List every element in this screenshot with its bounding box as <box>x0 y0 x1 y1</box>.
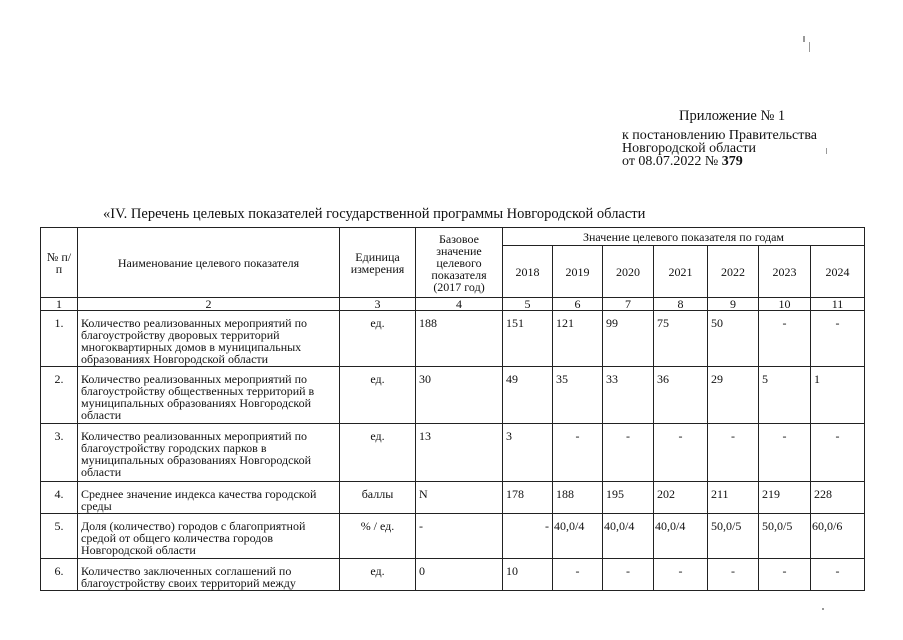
appendix-line-date <box>622 155 817 168</box>
scan-speck <box>809 42 810 52</box>
row-value: 202 <box>654 482 708 514</box>
row-value: 178 <box>503 482 553 514</box>
table-row <box>41 311 865 367</box>
table-row <box>41 514 865 559</box>
column-number: 4 <box>416 298 503 311</box>
row-num: 1. <box>41 311 78 367</box>
header-base: Базовое значение целевого показателя (2017 год) <box>416 228 503 298</box>
row-base: N <box>416 482 503 514</box>
row-value: - <box>759 559 811 591</box>
row-value: 121 <box>553 311 603 367</box>
row-value: 219 <box>759 482 811 514</box>
row-value: 40,0/4 <box>553 514 603 559</box>
table-row <box>41 424 865 482</box>
column-number: 8 <box>654 298 708 311</box>
column-number: 11 <box>811 298 865 311</box>
row-value: 35 <box>553 367 603 424</box>
row-value: - <box>654 424 708 482</box>
appendix-decree-number: 379 <box>721 154 743 169</box>
row-value: 40,0/4 <box>603 514 654 559</box>
header-year: 2023 <box>759 246 811 298</box>
header-year: 2018 <box>503 246 553 298</box>
row-value: 50 <box>708 311 759 367</box>
header-name: Наименование целевого показателя <box>78 228 340 298</box>
header-year: 2019 <box>553 246 603 298</box>
column-number: 5 <box>503 298 553 311</box>
header-num: № п/п <box>41 228 78 298</box>
row-base: 0 <box>416 559 503 591</box>
row-value: 49 <box>503 367 553 424</box>
header-year: 2024 <box>811 246 865 298</box>
row-value: 151 <box>503 311 553 367</box>
table-row <box>41 559 865 591</box>
row-value: 33 <box>603 367 654 424</box>
row-value: - <box>553 559 603 591</box>
row-name: Среднее значение индекса качества городской среды <box>78 482 340 514</box>
row-value: - <box>759 311 811 367</box>
row-value: 60,0/6 <box>811 514 865 559</box>
row-value: 228 <box>811 482 865 514</box>
header-years-group: Значение целевого показателя по годам <box>503 228 865 246</box>
column-number: 3 <box>340 298 416 311</box>
row-name: Количество реализованных мероприятий по благоустройству дворовых территорий многоквартирных домов в муниципальных образованиях Новгородской области <box>78 311 340 367</box>
header-year: 2022 <box>708 246 759 298</box>
row-unit: баллы <box>340 482 416 514</box>
column-number: 1 <box>41 298 78 311</box>
row-value: 75 <box>654 311 708 367</box>
row-value: - <box>654 559 708 591</box>
row-value: 1 <box>811 367 865 424</box>
row-value: - <box>708 424 759 482</box>
row-unit: % / ед. <box>340 514 416 559</box>
table-row <box>41 367 865 424</box>
row-name: Количество реализованных мероприятий по благоустройству общественных территорий в муниципальных образованиях Новгородской области <box>78 367 340 424</box>
row-value: 195 <box>603 482 654 514</box>
row-value: 99 <box>603 311 654 367</box>
row-unit: ед. <box>340 559 416 591</box>
row-num: 5. <box>41 514 78 559</box>
row-value: 40,0/4 <box>654 514 708 559</box>
indicators-table <box>40 227 865 591</box>
header-unit: Единица измерения <box>340 228 416 298</box>
row-value: 36 <box>654 367 708 424</box>
scan-speck <box>826 148 827 154</box>
row-value: 188 <box>553 482 603 514</box>
row-num: 4. <box>41 482 78 514</box>
appendix-block <box>622 110 817 168</box>
row-base: 30 <box>416 367 503 424</box>
appendix-title: Приложение № 1 <box>679 108 786 124</box>
column-number: 6 <box>553 298 603 311</box>
row-value: 50,0/5 <box>759 514 811 559</box>
scan-speck <box>822 608 824 610</box>
row-value: - <box>708 559 759 591</box>
row-unit: ед. <box>340 367 416 424</box>
row-value: 10 <box>503 559 553 591</box>
row-base: 188 <box>416 311 503 367</box>
row-value: - <box>603 424 654 482</box>
row-unit: ед. <box>340 311 416 367</box>
row-value: 50,0/5 <box>708 514 759 559</box>
header-year: 2020 <box>603 246 654 298</box>
column-number: 9 <box>708 298 759 311</box>
row-value: - <box>759 424 811 482</box>
appendix-date: от 08.07.2022 № <box>622 154 722 169</box>
document-title: «IV. Перечень целевых показателей государственной программы Новгородской области <box>103 206 646 222</box>
row-value: - <box>811 311 865 367</box>
row-value: - <box>553 424 603 482</box>
row-base: 13 <box>416 424 503 482</box>
row-value: - <box>603 559 654 591</box>
scan-speck <box>803 36 805 42</box>
row-name: Доля (количество) городов с благоприятной средой от общего количества городов Новгородской области <box>78 514 340 559</box>
row-unit: ед. <box>340 424 416 482</box>
row-name: Количество реализованных мероприятий по благоустройству городских парков в муниципальных образованиях Новгородской области <box>78 424 340 482</box>
row-value: - <box>811 424 865 482</box>
row-value: 3 <box>503 424 553 482</box>
column-number: 2 <box>78 298 340 311</box>
row-name: Количество заключенных соглашений по благоустройству своих территорий между <box>78 559 340 591</box>
column-number-row <box>41 298 865 311</box>
row-value: 211 <box>708 482 759 514</box>
row-base: - <box>416 514 503 559</box>
row-num: 6. <box>41 559 78 591</box>
row-value: - <box>503 514 553 559</box>
row-value: 5 <box>759 367 811 424</box>
row-num: 3. <box>41 424 78 482</box>
header-year: 2021 <box>654 246 708 298</box>
column-number: 7 <box>603 298 654 311</box>
column-number: 10 <box>759 298 811 311</box>
appendix-line-decree: к постановлению Правительства <box>622 128 818 143</box>
row-value: - <box>811 559 865 591</box>
row-num: 2. <box>41 367 78 424</box>
appendix-line-region: Новгородской области <box>622 141 756 156</box>
table-row <box>41 482 865 514</box>
row-value: 29 <box>708 367 759 424</box>
